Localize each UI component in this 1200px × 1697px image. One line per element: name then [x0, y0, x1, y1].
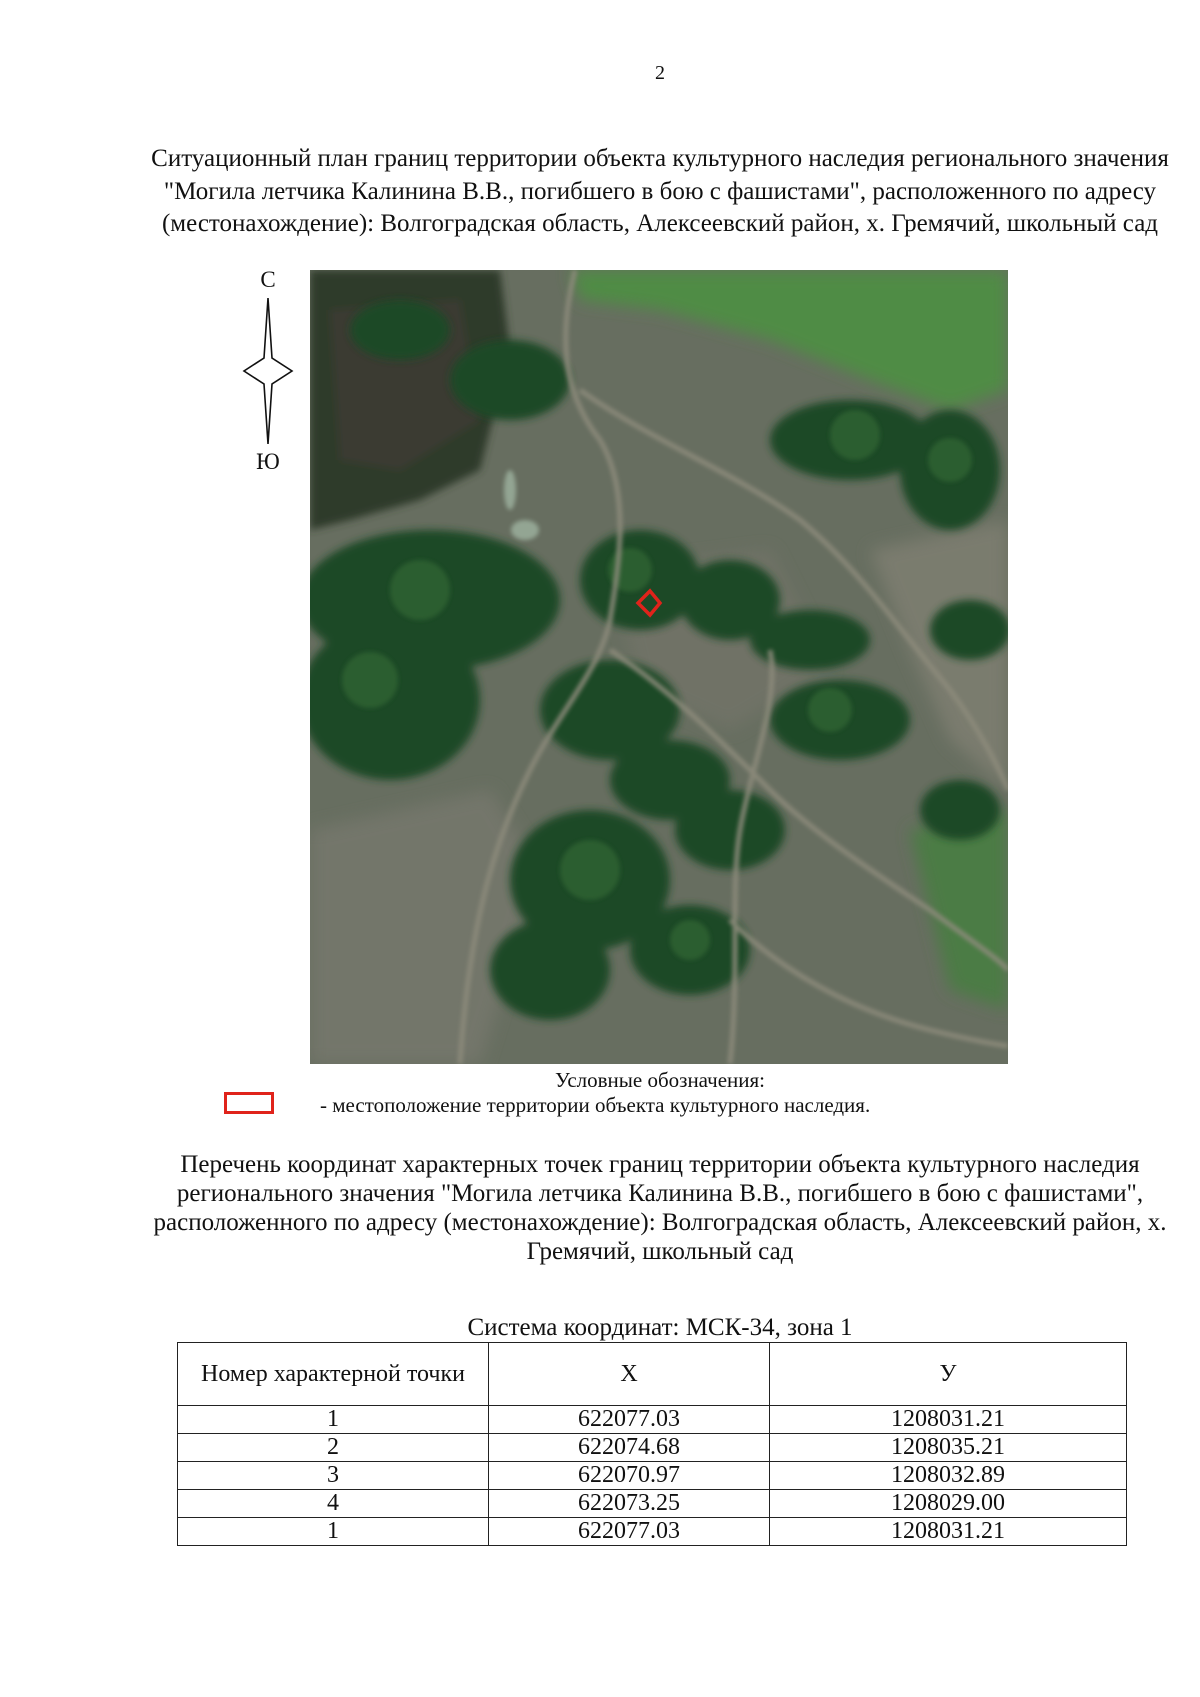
point-number-cell: 3 [178, 1462, 489, 1490]
header-x: Х [489, 1343, 770, 1406]
table-row [178, 1434, 1127, 1462]
page-number: 2 [655, 62, 665, 84]
header-y: У [770, 1343, 1127, 1406]
table-row [178, 1518, 1127, 1546]
x-cell: 622070.97 [489, 1462, 770, 1490]
compass-north-label: С [260, 267, 276, 292]
legend-item-text: - местоположение территории объекта культурного наследия. [320, 1093, 871, 1117]
coordinate-system-caption: Система координат: МСК-34, зона 1 [467, 1314, 853, 1341]
plan-title: Ситуационный план границ территории объекта культурного наследия регионального значения "Могила летчика Калинина В.В., погибшего в бою с фашистами", расположенного по адресу (местонахождение): Волгоградская область, Алексеевский район, х. Гремячий, школьный сад [151, 145, 1169, 237]
x-cell: 622073.25 [489, 1490, 770, 1518]
compass-south-label: Ю [256, 449, 280, 474]
y-cell: 1208029.00 [770, 1490, 1127, 1518]
x-cell: 622077.03 [489, 1518, 770, 1546]
y-cell: 1208035.21 [770, 1434, 1127, 1462]
table-row [178, 1490, 1127, 1518]
table-row [178, 1406, 1127, 1434]
coordinates-table [177, 1342, 1127, 1546]
satellite-map [310, 270, 1008, 1064]
compass-rose [238, 267, 298, 474]
legend-marker-swatch [224, 1092, 274, 1114]
table-row [178, 1462, 1127, 1490]
x-cell: 622074.68 [489, 1434, 770, 1462]
point-number-cell: 1 [178, 1518, 489, 1546]
compass-arrow-icon [242, 296, 294, 446]
y-cell: 1208031.21 [770, 1518, 1127, 1546]
y-cell: 1208031.21 [770, 1406, 1127, 1434]
table-header-row [178, 1343, 1127, 1406]
header-point-number: Номер характерной точки [178, 1343, 489, 1406]
point-number-cell: 1 [178, 1406, 489, 1434]
point-number-cell: 2 [178, 1434, 489, 1462]
x-cell: 622077.03 [489, 1406, 770, 1434]
y-cell: 1208032.89 [770, 1462, 1127, 1490]
point-number-cell: 4 [178, 1490, 489, 1518]
legend-title: Условные обозначения: [554, 1068, 766, 1092]
coordinates-title: Перечень координат характерных точек границ территории объекта культурного наследия регионального значения "Могила летчика Калинина В.В., погибшего в бою с фашистами", расположенного по адресу (местонахождение): Волгоградская область, Алексеевский район, х. Гремячий, школьный сад [153, 1151, 1167, 1265]
